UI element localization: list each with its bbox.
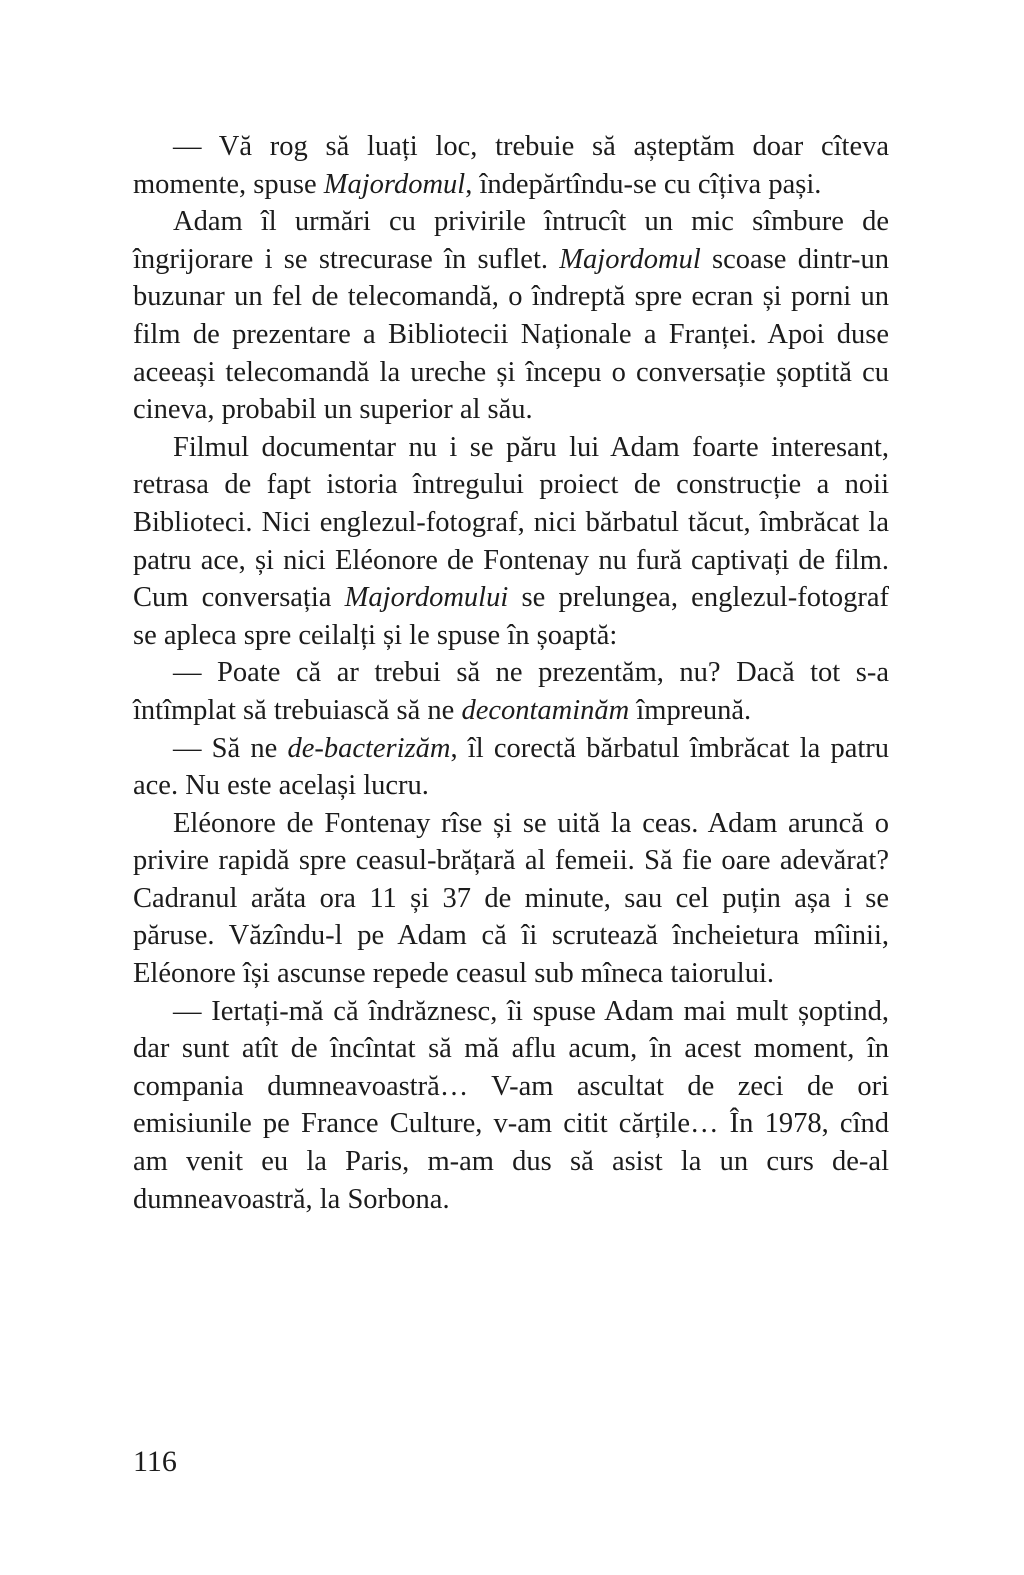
- paragraph: [133, 128, 889, 203]
- italic-text-run: Majordomul: [559, 243, 701, 275]
- text-run: — Să ne: [173, 732, 288, 764]
- text-run: — Vă rog să luați loc, trebuie să așteptăm doar cîteva momente, spuse: [133, 131, 889, 200]
- text-run: scoase dintr-un buzunar un fel de telecomandă, o îndreptă spre ecran și porni un film de prezentare a Bibliotecii Naționale a Franței. Apoi duse aceeași telecomandă la ureche și începu o conversație șoptită cu cineva, probabil un superior al său.: [133, 243, 889, 426]
- text-run: se prelungea, englezul-fotograf se apleca spre ceilalți și le spuse în șoaptă:: [133, 582, 889, 651]
- paragraph: [133, 429, 889, 655]
- paragraph: [133, 203, 889, 429]
- paragraph: [133, 805, 889, 993]
- page-body: [133, 128, 889, 1218]
- text-run: Filmul documentar nu i se păru lui Adam foarte interesant, retrasa de fapt istoria întregului proiect de construcție a noii Biblioteci. Nici englezul-fotograf, nici bărbatul tăcut, îmbrăcat la patru ace, și nici Eléonore de Fontenay nu fură captivați de film. Cum conversația: [133, 431, 889, 614]
- text-run: , îndepărtîndu-se cu cîțiva pași.: [465, 168, 822, 200]
- italic-text-run: Majordomului: [344, 582, 509, 614]
- text-run: Adam îl urmări cu privirile întrucît un mic sîmbure de îngrijorare i se strecurase în suflet.: [133, 206, 889, 275]
- page-number: 116: [133, 1445, 177, 1478]
- italic-text-run: Majordomul: [323, 168, 466, 200]
- italic-text-run: decontaminăm: [461, 694, 630, 726]
- paragraph: [133, 654, 889, 729]
- text-run: — Poate că ar trebui să ne prezentăm, nu? Dacă tot s-a întîmplat să trebuiască să ne: [133, 657, 889, 726]
- paragraph: [133, 993, 889, 1219]
- text-run: , îl corectă bărbatul îmbrăcat la patru ace. Nu este același lucru.: [133, 732, 889, 802]
- text-run: împreună.: [629, 694, 752, 726]
- italic-text-run: de-bacterizăm: [287, 732, 451, 764]
- paragraph: [133, 730, 889, 805]
- text-run: — Iertați-mă că îndrăznesc, îi spuse Adam mai mult șoptind, dar sunt atît de încîntat să mă aflu acum, în acest moment, în compania dumneavoastră… V-am ascultat de zeci de ori emisiunile pe France Culture, v-am citit cărțile… În 1978, cînd am venit eu la Paris, m-am dus să asist la un curs de-al dumneavoastră, la Sorbona.: [133, 995, 889, 1215]
- text-run: Eléonore de Fontenay rîse și se uită la ceas. Adam aruncă o privire rapidă spre ceasul-brățară al femeii. Să fie oare adevărat? Cadranul arăta ora 11 și 37 de minute, sau cel puțin așa i se păruse. Văzîndu-l pe Adam că îi scrutează încheietura mîinii, Eléonore își ascunse repede ceasul sub mîneca taiorului.: [133, 807, 889, 990]
